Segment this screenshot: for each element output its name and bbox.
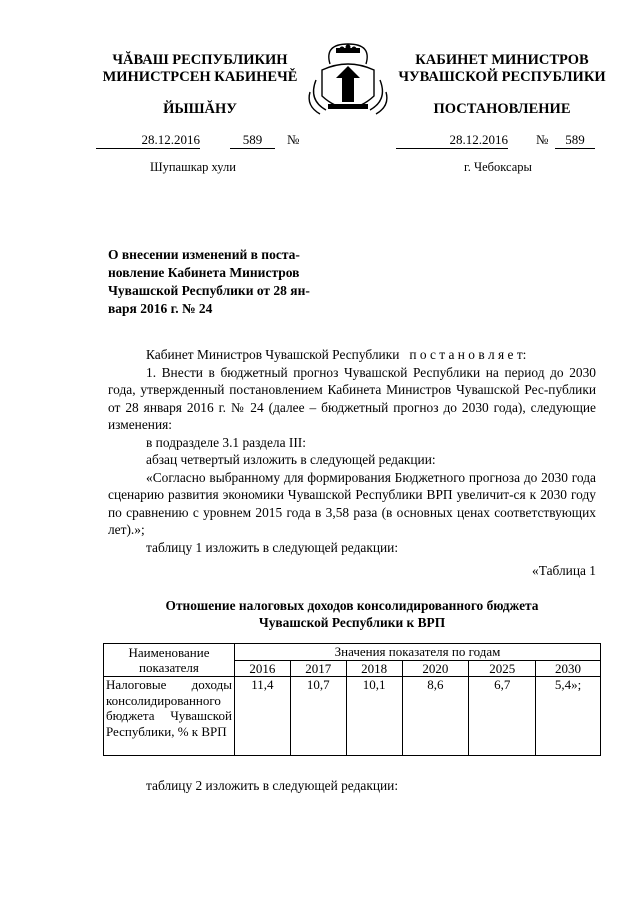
year-header: 2017 [290, 660, 346, 677]
year-header: 2018 [346, 660, 402, 677]
table-title-line2: Чувашской Республики к ВРП [258, 615, 446, 630]
table-cell: 10,7 [290, 677, 346, 756]
col-indicator-header: Наименование показателя [104, 644, 235, 677]
right-org-line1: КАБИНЕТ МИНИСТРОВ [415, 52, 589, 68]
right-place: г. Чебоксары [464, 160, 532, 174]
left-place: Шупашкар хули [150, 160, 236, 174]
left-org-line2: МИНИСТРСЕН КАБИНЕЧĚ [102, 69, 298, 85]
year-header: 2016 [234, 660, 290, 677]
table-cell: 6,7 [469, 677, 536, 756]
left-number: 589 [230, 132, 275, 149]
paragraph-4: «Согласно выбранному для формирования Бюджетного прогноза до 2030 года сценарию развития экономики Чувашской Республики ВРП увеличит-ся к 2030 году по сравнению с уровнем 2015 года в 3,58 раза (в основных ценах соответствующих лет).»; [108, 469, 596, 537]
table-header-row [104, 644, 601, 661]
intro-paragraph [108, 346, 596, 364]
paragraph-2: в подразделе 3.1 раздела III: [146, 434, 306, 450]
year-header: 2020 [402, 660, 469, 677]
intro-text: Кабинет Министров Чувашской Республики [146, 347, 400, 362]
right-date: 28.12.2016 [396, 132, 508, 149]
ratio-table [103, 643, 601, 756]
document-subject [108, 246, 322, 318]
document-body [108, 346, 596, 556]
right-no-sign: № [536, 132, 549, 147]
subject-line3: Чувашской Республики от 28 ян- [108, 283, 310, 298]
table-row [104, 677, 601, 756]
right-org-name [382, 52, 622, 86]
row-label: Налоговые доходы консолидированного бюджета Чувашской Республики, % к ВРП [104, 677, 235, 756]
table-cell: 8,6 [402, 677, 469, 756]
decree-word: п о с т а н о в л я е т: [409, 347, 527, 362]
left-doc-type: ЙЫШĂНУ [163, 101, 237, 117]
paragraph-5: таблицу 1 изложить в следующей редакции: [146, 539, 399, 555]
paragraph-3: абзац четвертый изложить в следующей редакции: [146, 452, 436, 467]
year-header: 2025 [469, 660, 536, 677]
subject-line4: варя 2016 г. № 24 [108, 301, 213, 316]
after-table-paragraph: таблицу 2 изложить в следующей редакции: [146, 778, 399, 793]
left-date: 28.12.2016 [96, 132, 200, 149]
left-org-line1: ЧĂВАШ РЕСПУБЛИКИН [112, 52, 288, 68]
right-org-line2: ЧУВАШСКОЙ РЕСПУБЛИКИ [398, 69, 606, 85]
right-doc-type: ПОСТАНОВЛЕНИЕ [433, 101, 571, 117]
left-org-name [90, 52, 310, 86]
table-title [108, 597, 596, 631]
table-reference: «Таблица 1 [532, 563, 596, 578]
right-number: 589 [555, 132, 595, 149]
table-cell: 10,1 [346, 677, 402, 756]
years-group-header: Значения показателя по годам [234, 644, 600, 661]
year-header: 2030 [536, 660, 601, 677]
table-cell: 5,4»; [536, 677, 601, 756]
table-cell: 11,4 [234, 677, 290, 756]
coat-of-arms-icon [302, 40, 394, 122]
subject-line2: новление Кабинета Министров [108, 265, 300, 280]
table-title-line1: Отношение налоговых доходов консолидированного бюджета [165, 598, 539, 613]
subject-line1: О внесении изменений в поста- [108, 247, 300, 262]
paragraph-1: 1. Внести в бюджетный прогноз Чувашской Республики на период до 2030 года, утвержденный постановлением Кабинета Министров Чувашской Рес-публики от 28 января 2016 г. № 24 (далее – бюджетный прогноз до 2030 года), следующие изменения: [108, 364, 596, 432]
left-no-sign: № [287, 132, 300, 147]
